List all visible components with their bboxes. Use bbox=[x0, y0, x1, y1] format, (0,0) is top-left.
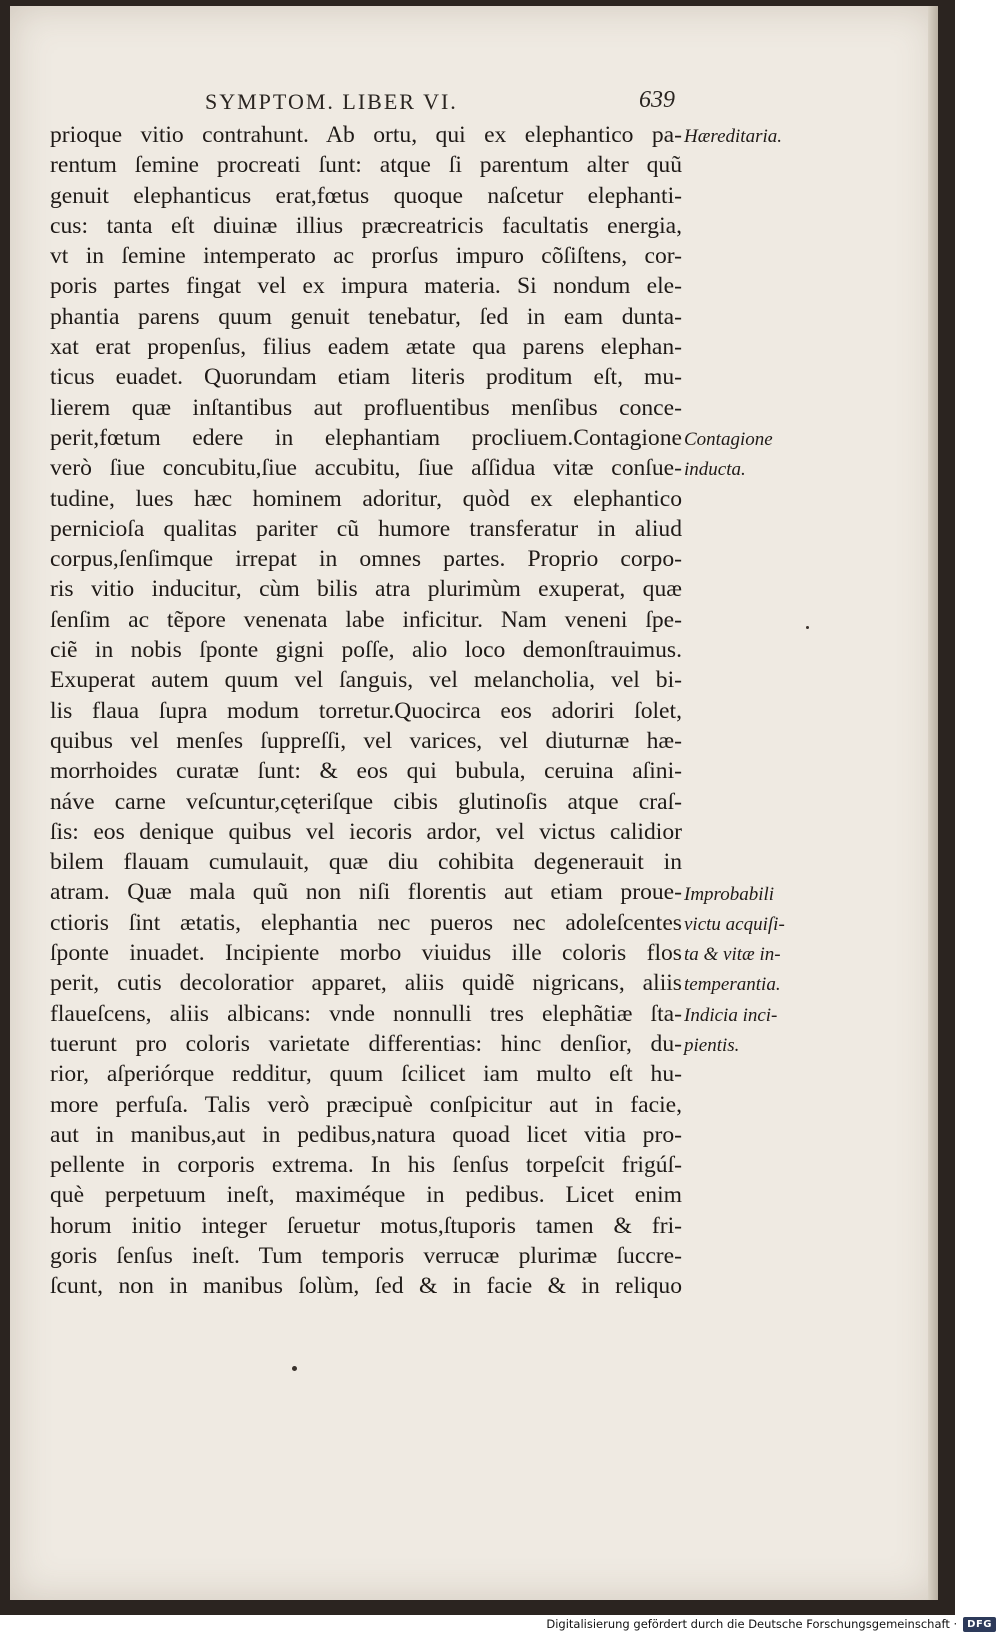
text-line: náve carne veſcuntur,cęteriſque cibis glutinoſis atque craſ- bbox=[50, 788, 682, 815]
text-line: lierem quæ inſtantibus aut profluentibus menſibus conce- bbox=[50, 394, 682, 421]
text-line: rentum ſemine procreati ſunt: atque ſi parentum alter quũ bbox=[50, 152, 682, 179]
text-line: more perfuſa. Talis verò præcipuè conſpicitur aut in facie, bbox=[50, 1091, 682, 1118]
margin-note-line: pientis. bbox=[684, 1034, 740, 1056]
text-line: ſponte inuadet. Incipiente morbo viuidus ille coloris flos bbox=[50, 940, 682, 967]
text-line: què perpetuum ineſt, maximéque in pedibus. Licet enim bbox=[50, 1182, 682, 1209]
dfg-logo: DFG bbox=[963, 1617, 996, 1632]
text-line: ſis: eos denique quibus vel iecoris ardor, vel victus calidior bbox=[50, 818, 682, 845]
text-line: rior, aſperiórque redditur, quum ſcilicet iam multo eſt hu- bbox=[50, 1061, 682, 1088]
text-line: ticus euadet. Quorundam etiam literis proditum eſt, mu- bbox=[50, 364, 682, 391]
text-line: ſenſim ac tẽpore venenata labe inficitur. Nam veneni ſpe- bbox=[50, 606, 682, 633]
text-line: cus: tanta eſt diuinæ illius præcreatricis facultatis energia, bbox=[50, 212, 682, 239]
running-head bbox=[205, 89, 675, 119]
margin-note-line: Contagione bbox=[684, 429, 773, 450]
ink-speck bbox=[292, 1366, 297, 1371]
text-line: morrhoides curatæ ſunt: & eos qui bubula, ceruina aſini- bbox=[50, 758, 682, 785]
text-line: lis flaua ſupra modum torretur.Quocirca eos adoriri ſolet, bbox=[50, 697, 682, 724]
text-line: prioque vitio contrahunt. Ab ortu, qui ex elephantico pa- bbox=[50, 122, 682, 148]
text-line: flaueſcens, aliis albicans: vnde nonnulli tres elephãtiæ ſta- bbox=[50, 1000, 682, 1027]
page-number: 639 bbox=[639, 87, 675, 113]
text-line: poris partes fingat vel ex impura materia. Si nondum ele- bbox=[50, 273, 682, 300]
text-line: genuit elephanticus erat,fœtus quoque naſcetur elephanti- bbox=[50, 182, 682, 209]
text-line: verò ſiue concubitu,ſiue accubitu, ſiue aſſidua vitæ conſue- bbox=[50, 455, 682, 482]
text-line: xat erat propenſus, filius eadem ætate qua parens elephan- bbox=[50, 334, 682, 361]
text-line: bilem flauam cumulauit, quæ diu cohibita degenerauit in bbox=[50, 849, 682, 876]
text-line: ctioris ſint ætatis, elephantia nec pueros nec adoleſcentes bbox=[50, 909, 682, 936]
text-line: tudine, lues hæc hominem adoritur, quòd ex elephantico bbox=[50, 485, 682, 512]
margin-note-line: temperantia. bbox=[684, 974, 781, 996]
text-line: goris ſenſus ineſt. Tum temporis verrucæ plurimæ ſuccre- bbox=[50, 1242, 682, 1269]
margin-note bbox=[684, 880, 824, 1001]
margin-note-line: Indicia inci- bbox=[684, 1004, 778, 1026]
footer-text: Digitalisierung gefördert durch die Deutsche Forschungsgemeinschaft · bbox=[546, 1617, 958, 1631]
text-line: corpus,ſenſimque irrepat in omnes partes. Proprio corpo- bbox=[50, 546, 682, 573]
text-line: phantia parens quum genuit tenebatur, ſed in eam dunta- bbox=[50, 303, 682, 330]
margin-note bbox=[684, 1001, 824, 1062]
text-line: Exuperat autem quum vel ſanguis, vel melancholia, vel bi- bbox=[50, 667, 682, 694]
text-line: perit,fœtum edere in elephantiam procliuem.Contagione bbox=[50, 424, 682, 451]
text-line: horum initio integer ſeruetur motus,ſtuporis tamen & fri- bbox=[50, 1212, 682, 1239]
page-edge bbox=[928, 6, 938, 1600]
text-line: pellente in corporis extrema. In his ſenſus torpeſcit frigúſ- bbox=[50, 1152, 682, 1179]
margin-note bbox=[684, 122, 824, 152]
text-line: tuerunt pro coloris varietate differentias: hinc denſior, du- bbox=[50, 1030, 682, 1057]
footer bbox=[546, 1613, 1000, 1635]
text-line: ris vitio inducitur, cùm bilis atra plurimùm exuperat, quæ bbox=[50, 576, 682, 603]
text-line: aut in manibus,aut in pedibus,natura quoad licet vitia pro- bbox=[50, 1121, 682, 1148]
margin-note-line: ta & vitæ in- bbox=[684, 944, 781, 966]
text-line: pernicioſa qualitas pariter cũ humore transferatur in aliud bbox=[50, 515, 682, 542]
running-head-title: SYMPTOM. LIBER VI. bbox=[205, 89, 458, 114]
text-line: ſcunt, non in manibus ſolùm, ſed & in facie & in reliquo bbox=[50, 1273, 682, 1300]
margin-note-line: inducta. bbox=[684, 459, 746, 481]
margin-note-line: Hæreditaria. bbox=[684, 126, 782, 147]
text-line: quibus vel menſes ſuppreſſi, vel varices, vel diuturnæ hæ- bbox=[50, 727, 682, 754]
text-line: atram. Quæ mala quũ non niſi florentis aut etiam proue- bbox=[50, 879, 682, 906]
text-line: ciẽ in nobis ſponte gigni poſſe, alio loco demonſtrauimus. bbox=[50, 637, 682, 664]
ink-speck bbox=[806, 626, 809, 629]
margin-note-line: Improbabili bbox=[684, 883, 775, 905]
body-text bbox=[50, 120, 682, 1302]
margin-note-line: victu acquiſi- bbox=[684, 913, 785, 935]
text-line: perit, cutis decoloratior apparet, aliis quidẽ nigricans, aliis bbox=[50, 970, 682, 997]
margin-note bbox=[684, 425, 824, 486]
text-line: vt in ſemine intemperato ac prorſus impuro cõſiſtens, cor- bbox=[50, 243, 682, 270]
